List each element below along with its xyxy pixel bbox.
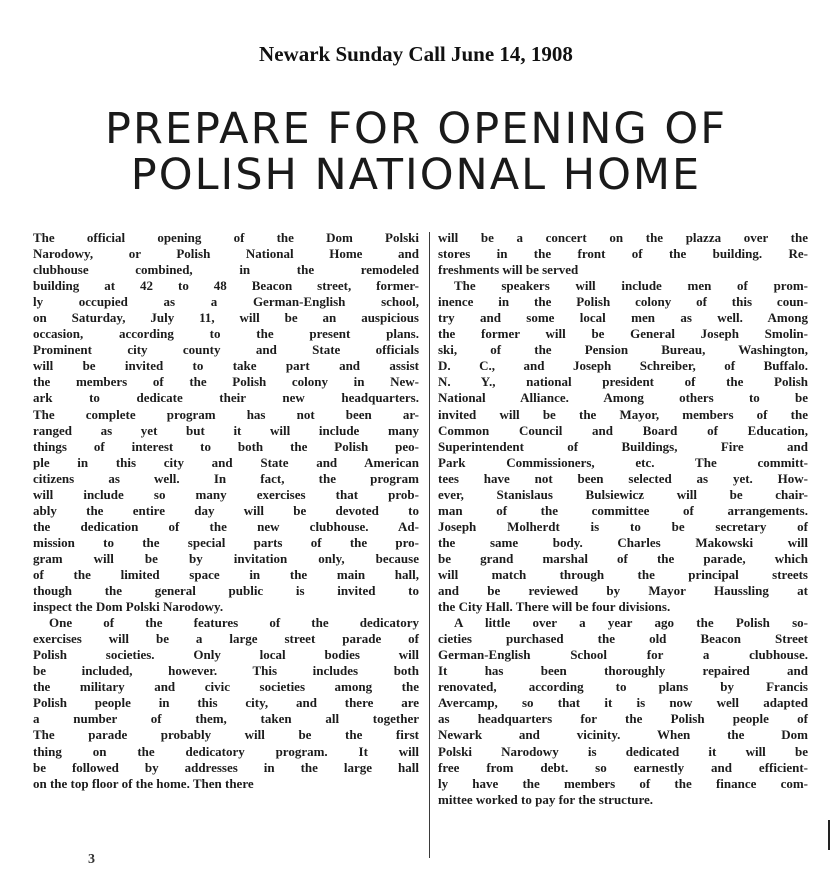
text-line: the members of the Polish colony in New- (33, 374, 419, 390)
text-line: Newark and vicinity. When the Dom (438, 727, 808, 743)
text-line: ly occupied as a German-English school, (33, 294, 419, 310)
text-line: mittee worked to pay for the structure. (438, 791, 654, 807)
text-line: on Saturday, July 11, will be an auspicious (33, 310, 419, 326)
article-column-left (33, 230, 419, 792)
text-line: be followed by addresses in the large hall (33, 759, 419, 775)
text-line: will include so many exercises that prob- (33, 486, 419, 502)
text-line: Polish people in this city, and there are (33, 695, 419, 711)
text-line: of the limited space in the main hall, (33, 566, 419, 582)
text-line: D. C., and Joseph Schreiber, of Buffalo. (438, 358, 808, 374)
text-line: on the top floor of the home. Then there (33, 775, 254, 791)
text-line: and be reviewed by Mayor Haussling at (438, 583, 808, 599)
text-line: the former will be General Joseph Smolin- (438, 326, 808, 342)
text-line: A little over a year ago the Polish so- (454, 615, 808, 631)
text-line: ranged as yet but it will include many (33, 422, 419, 438)
text-line: be included, however. This includes both (33, 663, 419, 679)
text-line: stores in the front of the building. Re- (438, 246, 808, 262)
text-line: ark to dedicate their new headquarters. (33, 390, 419, 406)
text-line: the City Hall. There will be four divisions. (438, 599, 671, 615)
text-line: Prominent city county and State officials (33, 342, 419, 358)
text-line: Common Council and Board of Education, (438, 422, 808, 438)
text-line: renovated, according to plans by Francis (438, 679, 808, 695)
text-line: occasion, according to the present plans. (33, 326, 419, 342)
text-line: Polish societies. Only local bodies will (33, 647, 419, 663)
text-line: clubhouse combined, in the remodeled (33, 262, 419, 278)
text-line: German-English School for a clubhouse. (438, 647, 808, 663)
text-line: inence in the Polish colony of this coun- (438, 294, 808, 310)
text-line: Superintendent of Buildings, Fire and (438, 438, 808, 454)
text-line: things of interest to both the Polish peo- (33, 438, 419, 454)
text-line: The parade probably will be the first (33, 727, 419, 743)
text-line: The official opening of the Dom Polski (33, 230, 419, 245)
masthead: Newark Sunday Call June 14, 1908 (259, 42, 573, 66)
text-line: National Alliance. Among others to be (438, 390, 808, 406)
text-line: Joseph Molherdt is to be secretary of (438, 518, 808, 534)
text-line: Avercamp, so that it is now well adapted (438, 695, 808, 711)
page-mark: 3 (88, 852, 95, 867)
text-line: building at 42 to 48 Beacon street, former- (33, 278, 419, 294)
text-line: thing on the dedicatory program. It will (33, 743, 419, 759)
text-line: will be a concert on the plazza over the (438, 230, 808, 245)
article-column-right (438, 230, 808, 808)
text-line: ably the entire day will be devoted to (33, 502, 419, 518)
text-line: N. Y., national president of the Polish (438, 374, 808, 390)
text-line: ever, Stanislaus Bulsiewicz will be chair- (438, 486, 808, 502)
text-line: gram will be by invitation only, because (33, 550, 419, 566)
text-line: invited will be the Mayor, members of the (438, 406, 808, 422)
text-line: tees have not been selected as yet. How- (438, 470, 808, 486)
text-line: ple in this city and State and American (33, 454, 419, 470)
text-line: will match through the principal streets (438, 566, 808, 582)
text-line: ly have the members of the finance com- (438, 775, 808, 791)
text-line: One of the features of the dedicatory (49, 615, 419, 631)
text-line: free from debt. so earnestly and efficient- (438, 759, 808, 775)
column-rule (429, 232, 430, 858)
text-line: a number of them, taken all together (33, 711, 419, 727)
text-line: It has been thoroughly repaired and (438, 663, 808, 679)
text-line: be grand marshal of the parade, which (438, 550, 808, 566)
text-line: as headquarters for the Polish people of (438, 711, 808, 727)
text-line: citizens as well. In fact, the program (33, 470, 419, 486)
headline-line-2: POLISH NATIONAL HOME (130, 150, 702, 200)
text-line: cieties purchased the old Beacon Street (438, 631, 808, 647)
text-line: the same body. Charles Makowski will (438, 534, 808, 550)
text-line: The speakers will include men of prom- (454, 278, 808, 294)
text-line: inspect the Dom Polski Narodowy. (33, 599, 224, 615)
text-line: Narodowy, or Polish National Home and (33, 246, 419, 262)
text-line: ski, of the Pension Bureau, Washington, (438, 342, 808, 358)
text-line: Polski Narodowy is dedicated it will be (438, 743, 808, 759)
text-line: exercises will be a large street parade of (33, 631, 419, 647)
text-line: Park Commissioners, etc. The committ- (438, 454, 808, 470)
text-line: will be invited to take part and assist (33, 358, 419, 374)
text-line: mission to the special parts of the pro- (33, 534, 419, 550)
text-line: man of the committee of arrangements. (438, 502, 808, 518)
scan-edge-mark (828, 820, 830, 850)
text-line: the dedication of the new clubhouse. Ad- (33, 518, 419, 534)
headline-line-1: PREPARE FOR OPENING OF (105, 104, 727, 154)
text-line: the military and civic societies among the (33, 679, 419, 695)
text-line: freshments will be served (438, 262, 579, 278)
text-line: try and some local men as well. Among (438, 310, 808, 326)
text-line: The complete program has not been ar- (33, 406, 419, 422)
text-line: though the general public is invited to (33, 583, 419, 599)
